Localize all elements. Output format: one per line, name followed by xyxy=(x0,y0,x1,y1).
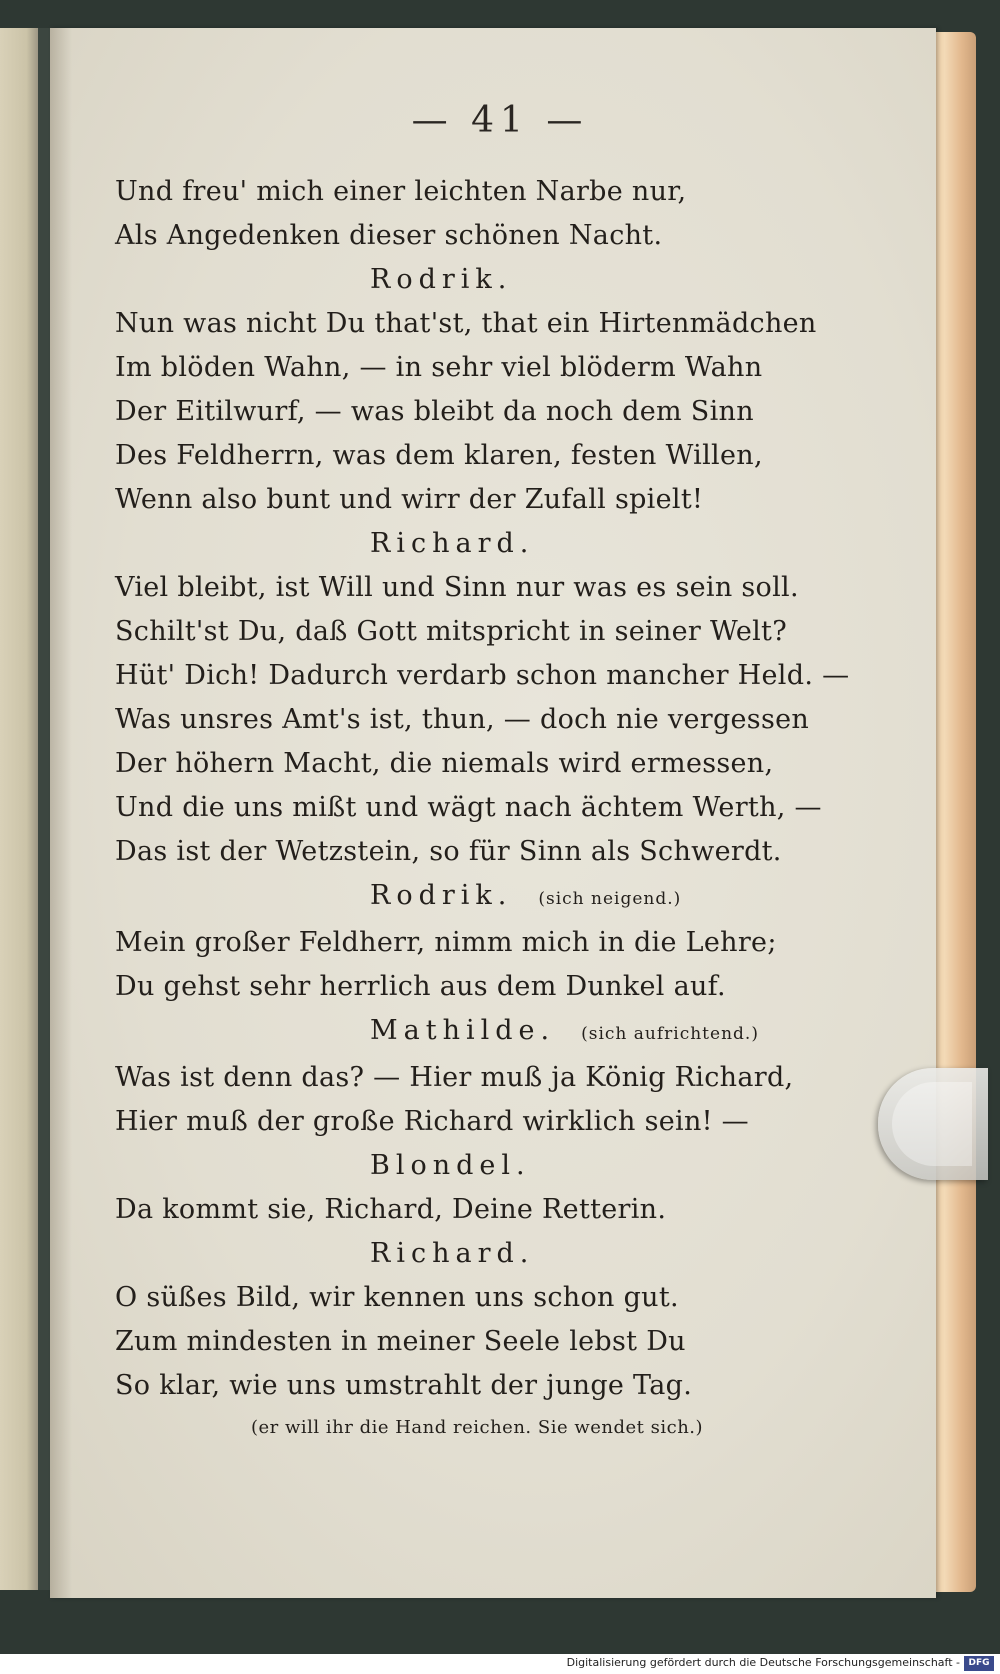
verse-line: Der höhern Macht, die niemals wird ermessen, xyxy=(115,748,774,779)
verse-line: Hüt' Dich! Dadurch verdarb schon mancher Held. — xyxy=(115,660,850,691)
stage-direction: (er will ihr die Hand reichen. Sie wendet sich.) xyxy=(251,1417,704,1438)
verse-line: Des Feldherrn, was dem klaren, festen Willen, xyxy=(115,440,763,471)
verse-line: Mein großer Feldherr, nimm mich in die Lehre; xyxy=(115,927,777,958)
verse-line: Da kommt sie, Richard, Deine Retterin. xyxy=(115,1194,667,1225)
stage-direction: (sich neigend.) xyxy=(538,889,682,909)
dfg-logo: DFG xyxy=(964,1656,994,1671)
speaker-name xyxy=(370,258,815,302)
verse-line: Und die uns mißt und wägt nach ächtem Werth, — xyxy=(115,792,822,823)
book-gutter xyxy=(38,28,50,1590)
speaker-label: Rodrik. xyxy=(370,880,513,911)
verse-line: Schilt'st Du, daß Gott mitspricht in seiner Welt? xyxy=(115,616,787,647)
verse-line: So klar, wie uns umstrahlt der junge Tag. xyxy=(115,1370,693,1401)
speaker-label: Richard. xyxy=(370,528,535,559)
verse-line: Der Eitilwurf, — was bleibt da noch dem Sinn xyxy=(115,396,754,427)
speaker-label: Rodrik. xyxy=(370,264,513,295)
verse-line: Hier muß der große Richard wirklich sein! — xyxy=(115,1106,749,1137)
play-text xyxy=(115,170,850,1448)
page-binding-shadow xyxy=(50,28,72,1598)
facing-page-edge xyxy=(0,28,38,1590)
verse-line: Zum mindesten in meiner Seele lebst Du xyxy=(115,1326,686,1357)
stage-direction: (sich aufrichtend.) xyxy=(581,1024,759,1044)
speaker-label: Blondel. xyxy=(370,1150,531,1181)
footer-bar xyxy=(0,1654,1000,1674)
verse-line: Im blöden Wahn, — in sehr viel blöderm Wahn xyxy=(115,352,763,383)
speaker-name xyxy=(370,1144,815,1188)
verse-line: Was ist denn das? — Hier muß ja König Richard, xyxy=(115,1062,794,1093)
verse-line: Und freu' mich einer leichten Narbe nur, xyxy=(115,176,687,207)
verse-line: O süßes Bild, wir kennen uns schon gut. xyxy=(115,1282,679,1313)
speaker-name xyxy=(370,1009,815,1056)
verse-line: Das ist der Wetzstein, so für Sinn als Schwerdt. xyxy=(115,836,782,867)
speaker-name xyxy=(370,1232,815,1276)
speaker-label: Mathilde. xyxy=(370,1015,556,1046)
verse-line: Du gehst sehr herrlich aus dem Dunkel auf. xyxy=(115,971,726,1002)
verse-line: Als Angedenken dieser schönen Nacht. xyxy=(115,220,663,251)
speaker-label: Richard. xyxy=(370,1238,535,1269)
page-clip-highlight xyxy=(892,1082,972,1166)
verse-line: Nun was nicht Du that'st, that ein Hirtenmädchen xyxy=(115,308,817,339)
verse-line: Was unsres Amt's ist, thun, — doch nie vergessen xyxy=(115,704,810,735)
verse-line: Viel bleibt, ist Will und Sinn nur was es sein soll. xyxy=(115,572,799,603)
speaker-name xyxy=(370,522,815,566)
page-number: — 41 — xyxy=(411,100,589,141)
speaker-name xyxy=(370,874,815,921)
funding-credit: Digitalisierung gefördert durch die Deutsche Forschungsgemeinschaft - xyxy=(566,1656,960,1669)
verse-line: Wenn also bunt und wirr der Zufall spielt! xyxy=(115,484,704,515)
